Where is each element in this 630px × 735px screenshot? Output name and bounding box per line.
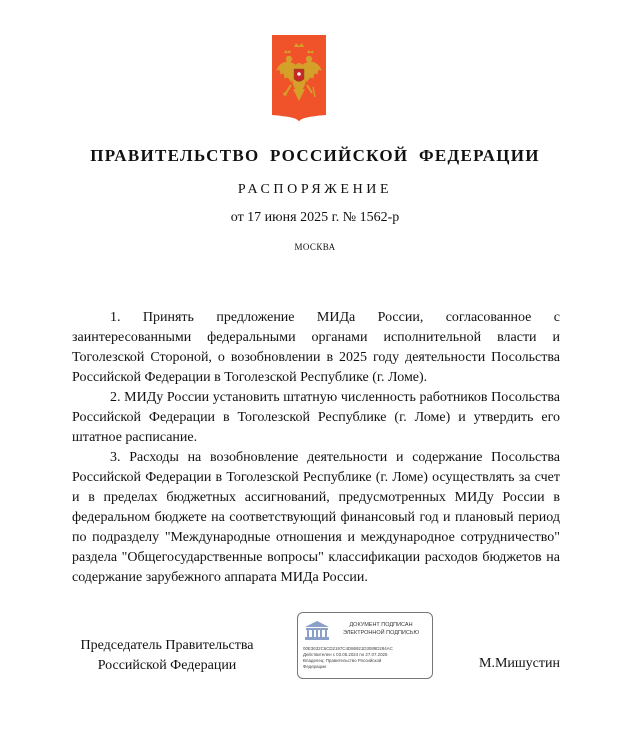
document-body [72,308,560,588]
signatory-name: М.Мишустин [479,656,560,671]
document-city: МОСКВА [294,242,336,252]
signatory-position-line2: Российской Федерации [97,658,237,673]
stamp-heading-line1: ДОКУМЕНТ ПОДПИСАН [349,622,413,628]
coat-of-arms-emblem [272,35,326,122]
stamp-heading [335,621,427,637]
document-date-number: от 17 июня 2025 г. № 1562-р [230,210,400,225]
stamp-owner-line1: Владелец: Правительство Российской [303,658,382,663]
stamp-details [303,646,429,670]
paragraph-1: 1. Принять предложение МИДа России, согласованное с заинтересованными федеральными органами исполнительной власти и Тоголезской Стороной, о возобновлении в 2025 году деятельности Посольства Российской Федерации в Тоголезской Республике (г. Ломе). [72,310,560,385]
document-type: РАСПОРЯЖЕНИЕ [237,182,393,197]
signatory-position-line1: Председатель Правительства [80,638,254,653]
stamp-validity: Действителен с 03.05.2024 по 27.07.2025 [303,652,388,657]
stamp-heading-line2: ЭЛЕКТРОННОЙ ПОДПИСЬЮ [342,630,420,636]
paragraph-3: 3. Расходы на возобновление деятельности и содержание Посольства Российской Федерации в Тоголезской Республике (г. Ломе) осуществлять за счет и в пределах бюджетных ассигнований, предусмотренных МИДу России в федеральном бюджете на соответствующий финансовый год и плановый период по подразделу "Международные отношения и международное сотрудничество" раздела "Общегосударственные вопросы" классификации расходов бюджетов на содержание зарубежного аппарата МИДа России. [72,450,560,585]
government-building-icon [303,619,331,641]
electronic-signature-stamp [297,612,433,679]
paragraph-2: 2. МИДу России установить штатную численность работников Посольства Российской Федерации в Тоголезской Республике (г. Ломе) и утвердить его штатное расписание. [72,390,560,445]
government-title: ПРАВИТЕЛЬСТВО РОССИЙСКОЙ ФЕДЕРАЦИИ [90,146,540,165]
stamp-owner-line2: Федерации [303,664,326,669]
signatory-position [72,636,262,676]
stamp-certificate: 00E3632C6CD2197C4D86921D3089D284AC [303,646,393,651]
